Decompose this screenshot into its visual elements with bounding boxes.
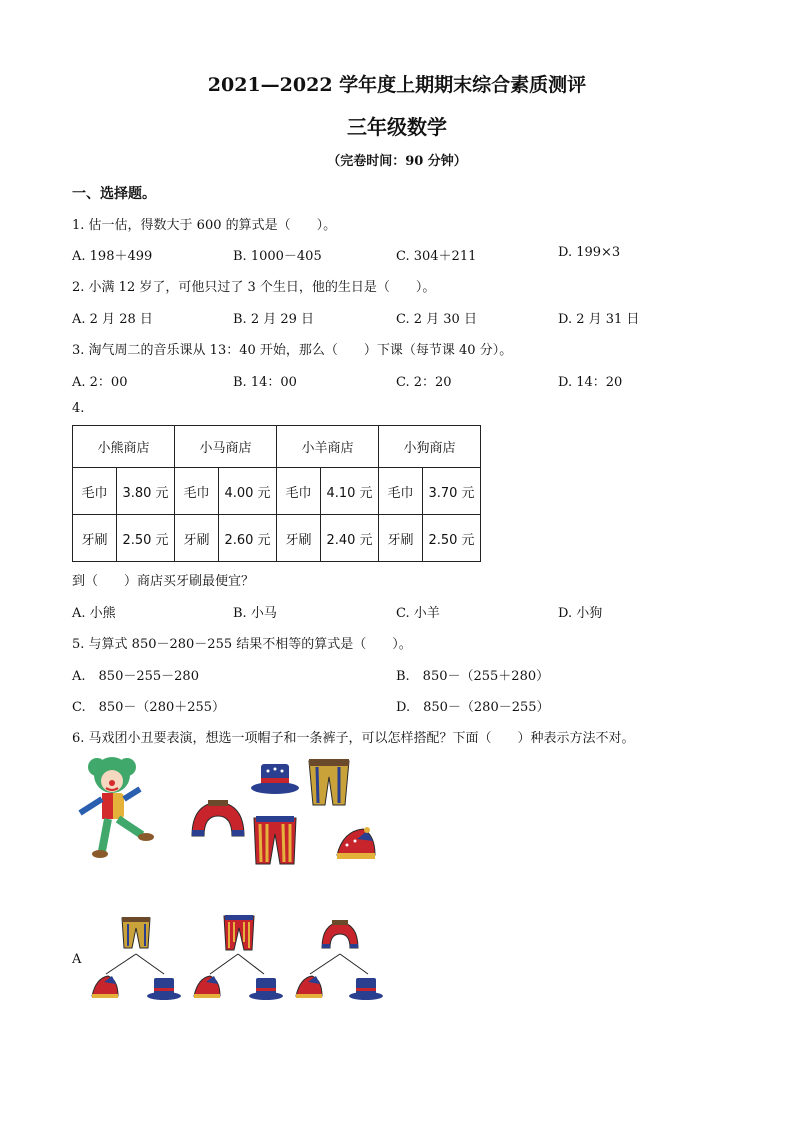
q3-option-b: B. 14：00 <box>233 375 297 390</box>
clown-image <box>72 755 162 865</box>
shop-header-horse: 小马商店 <box>175 426 277 468</box>
item-name: 毛巾 <box>277 468 321 515</box>
q2-stem: 2. 小满 12 岁了，可他只过了 3 个生日，他的生日是（ ）。 <box>72 280 436 295</box>
q5-option-b: B. 850－（255＋280） <box>396 669 550 684</box>
q6-option-a-tree <box>88 912 388 1004</box>
exam-title: 2021—2022 学年度上期期末综合素质测评 <box>207 74 587 96</box>
item-name: 牙刷 <box>379 515 423 562</box>
shop-header-sheep: 小羊商店 <box>277 426 379 468</box>
q2-option-b: B. 2 月 29 日 <box>233 312 315 327</box>
q2-option-a: A. 2 月 28 日 <box>72 312 153 327</box>
item-price: 3.80 元 <box>117 468 175 515</box>
q1-option-c: C. 304＋211 <box>396 249 477 264</box>
q1-option-d: D. 199×3 <box>558 245 621 260</box>
q4-option-b: B. 小马 <box>233 606 277 621</box>
table-header-row <box>73 426 481 468</box>
q5-stem: 5. 与算式 850－280－255 结果不相等的算式是（ ）。 <box>72 637 412 652</box>
q4-number: 4. <box>72 401 85 416</box>
q3-option-c: C. 2：20 <box>396 375 452 390</box>
item-name: 毛巾 <box>73 468 117 515</box>
item-price: 2.40 元 <box>321 515 379 562</box>
item-name: 牙刷 <box>277 515 321 562</box>
q2-option-c: C. 2 月 30 日 <box>396 312 477 327</box>
q4-option-c: C. 小羊 <box>396 606 440 621</box>
exam-subtitle: 三年级数学 <box>347 115 447 139</box>
q5-option-a: A. 850－255－280 <box>72 669 199 684</box>
item-price: 4.00 元 <box>219 468 277 515</box>
item-price: 2.50 元 <box>423 515 481 562</box>
tree-group-1 <box>92 917 181 1000</box>
shop-header-bear: 小熊商店 <box>73 426 175 468</box>
exam-time: （完卷时间：90 分钟） <box>327 154 467 169</box>
striped-pants-red-image <box>250 814 300 866</box>
item-name: 毛巾 <box>175 468 219 515</box>
item-price: 2.60 元 <box>219 515 277 562</box>
q5-option-c: C. 850－（280＋255） <box>72 700 226 715</box>
shop-header-dog: 小狗商店 <box>379 426 481 468</box>
tree-group-3 <box>296 920 383 1000</box>
blue-hat-image <box>250 760 300 796</box>
shop-price-table <box>72 425 481 562</box>
item-name: 毛巾 <box>379 468 423 515</box>
table-row-toothbrush <box>73 515 481 562</box>
item-price: 2.50 元 <box>117 515 175 562</box>
q5-option-d: D. 850－（280－255） <box>396 700 550 715</box>
q3-option-a: A. 2：00 <box>72 375 128 390</box>
q1-option-a: A. 198＋499 <box>72 249 153 264</box>
item-name: 牙刷 <box>73 515 117 562</box>
q3-stem: 3. 淘气周二的音乐课从 13：40 开始，那么（ ）下课（每节课 40 分）。 <box>72 343 513 358</box>
tree-group-2 <box>194 915 283 1000</box>
q3-option-d: D. 14：20 <box>558 375 623 390</box>
item-price: 4.10 元 <box>321 468 379 515</box>
q4-option-a: A. 小熊 <box>72 606 116 621</box>
q1-stem: 1. 估一估，得数大于 600 的算式是（ ）。 <box>72 218 337 233</box>
section-heading: 一、选择题。 <box>72 186 156 202</box>
q4-stem: 到（ ）商店买牙刷最便宜？ <box>72 574 255 589</box>
q2-option-d: D. 2 月 31 日 <box>558 312 640 327</box>
q6-stem: 6. 马戏团小丑要表演，想选一项帽子和一条裤子，可以怎样搭配？下面（ ）种表示方法不对。 <box>72 731 635 746</box>
item-price: 3.70 元 <box>423 468 481 515</box>
table-row-towel <box>73 468 481 515</box>
item-name: 牙刷 <box>175 515 219 562</box>
q6-option-a-label: A <box>72 952 82 967</box>
jester-hat-image <box>333 825 379 863</box>
striped-pants-gold-image <box>305 757 353 807</box>
q4-option-d: D. 小狗 <box>558 606 603 621</box>
q1-option-b: B. 1000－405 <box>233 249 322 264</box>
red-pants-image <box>188 798 248 840</box>
